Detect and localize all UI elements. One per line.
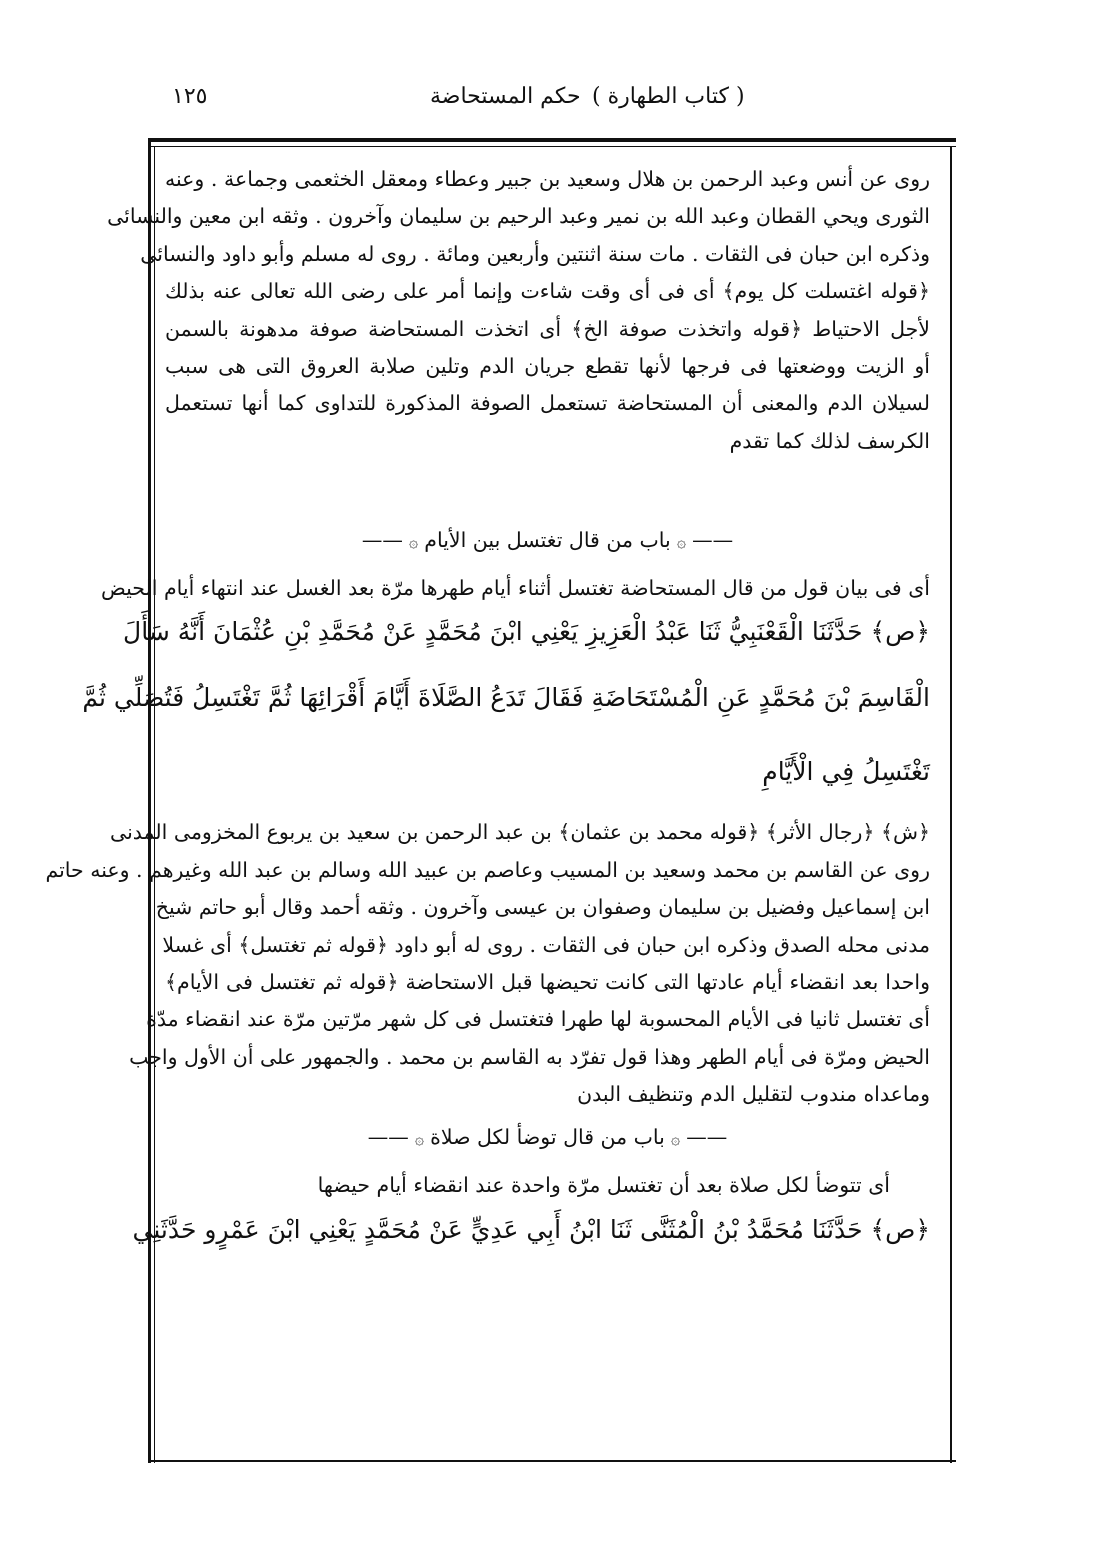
- hadith-line: تَغْتَسِلُ فِي الْأَيَّامِ: [762, 757, 930, 786]
- commentary-line: لسيلان الدم والمعنى أن المستحاضة تستعمل الصوفة المذكورة للتداوى كما أنها تستعمل: [165, 391, 930, 415]
- hadith-line: ﴿ص﴾ حَدَّثَنَا مُحَمَّدُ بْنُ الْمُثَنَّى ثَنَا ابْنُ أَبِي عَدِيٍّ عَنْ مُحَمَّدٍ يَعْنِي ابْنَ عَمْرٍو حَدَّثَنِي: [132, 1215, 930, 1244]
- frame-left-inner: [154, 146, 155, 1463]
- commentary-line: وذكره ابن حبان فى الثقات . مات سنة اثنتين وأربعين ومائة . روى له مسلم وأبو داود والنسائى: [140, 242, 930, 266]
- section-intro: أى تتوضأ لكل صلاة بعد أن تغتسل مرّة واحدة عند انقضاء أيام حيضها: [317, 1173, 890, 1197]
- page-number: ١٢٥: [172, 84, 208, 109]
- commentary-line: مدنى محله الصدق وذكره ابن حبان فى الثقات . روى له أبو داود ﴿قوله ثم تغتسل﴾ أى غسلا: [162, 933, 930, 957]
- frame-right: [950, 146, 952, 1463]
- commentary-line: روى عن القاسم بن محمد وسعيد بن المسيب وعاصم بن عبيد الله وسالم بن عبد الله وغيرهم . وعنه حاتم: [45, 858, 930, 882]
- section-heading: ——۞باب من قال توضأ لكل صلاة۞——: [165, 1122, 930, 1154]
- heading-text: باب من قال توضأ لكل صلاة: [430, 1125, 665, 1149]
- commentary-line: أى تغتسل ثانيا فى الأيام المحسوبة لها طهرا فتغتسل فى كل شهر مرّتين مرّة عند انقضاء مدّة: [146, 1007, 930, 1031]
- header-rule-thin: [148, 146, 956, 147]
- commentary-line: لأجل الاحتياط ﴿قوله واتخذت صوفة الخ﴾ أى اتخذت المستحاضة صوفة مدهونة بالسمن: [165, 317, 930, 341]
- commentary-line: الكرسف لذلك كما تقدم: [729, 429, 930, 453]
- commentary-line: ﴿قوله اغتسلت كل يوم﴾ أى فى أى وقت شاءت وإنما أمر على رضى الله تعالى عنه بذلك: [165, 279, 930, 303]
- commentary-line: ﴿ش﴾ ﴿رجال الأثر﴾ ﴿قوله محمد بن عثمان﴾ بن عبد الرحمن بن سعيد بن يربوع المخزومى المدنى: [110, 820, 930, 844]
- hadith-line: الْقَاسِمَ بْنَ مُحَمَّدٍ عَنِ الْمُسْتَحَاضَةِ فَقَالَ تَدَعُ الصَّلَاةَ أَيَّامَ أَقْرَائِهَا ثُمَّ تَغْتَسِلُ فَتُصَلِّي ثُمَّ: [82, 683, 930, 712]
- ornament-icon: ۞: [414, 1129, 425, 1148]
- commentary-line: أو الزيت ووضعتها فى فرجها لأنها تقطع جريان الدم وتلين صلابة العروق التى هى سبب: [165, 354, 930, 378]
- commentary-line: واحدا بعد انقضاء أيام عادتها التى كانت تحيضها قبل الاستحاضة ﴿قوله ثم تغتسل فى الأيام﴾: [165, 970, 930, 994]
- ornament-icon: ۞: [408, 532, 419, 551]
- heading-text: باب من قال تغتسل بين الأيام: [424, 528, 671, 552]
- section-intro: أى فى بيان قول من قال المستحاضة تغتسل أثناء أيام طهرها مرّة بعد الغسل عند انتهاء أيام الحيض: [100, 576, 930, 600]
- commentary-line: روى عن أنس وعبد الرحمن بن هلال وسعيد بن جبير وعطاء ومعقل الخثعمى وجماعة . وعنه: [165, 167, 930, 191]
- header-rule: [148, 138, 956, 142]
- running-header-book: ( كتاب الطهارة ): [592, 84, 745, 109]
- ornament-icon: ۞: [676, 532, 687, 551]
- commentary-line: الثورى ويحي القطان وعبد الله بن نمير وعبد الرحيم بن سليمان وآخرون . وثقه ابن معين والنسائى: [107, 204, 930, 228]
- section-heading: ——۞باب من قال تغتسل بين الأيام۞——: [165, 525, 930, 557]
- commentary-line: الحيض ومرّة فى أيام الطهر وهذا قول تفرّد به القاسم بن محمد . والجمهور على أن الأول واجب: [129, 1045, 930, 1069]
- commentary-line: ابن إسماعيل وفضيل بن سليمان وصفوان بن عيسى وآخرون . وثقه أحمد وقال أبو حاتم شيخ: [155, 895, 930, 919]
- frame-bottom: [148, 1460, 956, 1462]
- commentary-line: وماعداه مندوب لتقليل الدم وتنظيف البدن: [577, 1082, 930, 1106]
- ornament-icon: ۞: [670, 1129, 681, 1148]
- running-header-chapter: حكم المستحاضة: [430, 84, 581, 109]
- hadith-line: ﴿ص﴾ حَدَّثَنَا الْقَعْنَبِيُّ ثَنَا عَبْدُ الْعَزِيزِ يَعْنِي ابْنَ مُحَمَّدٍ عَنْ مُحَمَّدِ بْنِ عُثْمَانَ أَنَّهُ سَأَلَ: [123, 617, 930, 646]
- frame-left: [148, 138, 151, 1463]
